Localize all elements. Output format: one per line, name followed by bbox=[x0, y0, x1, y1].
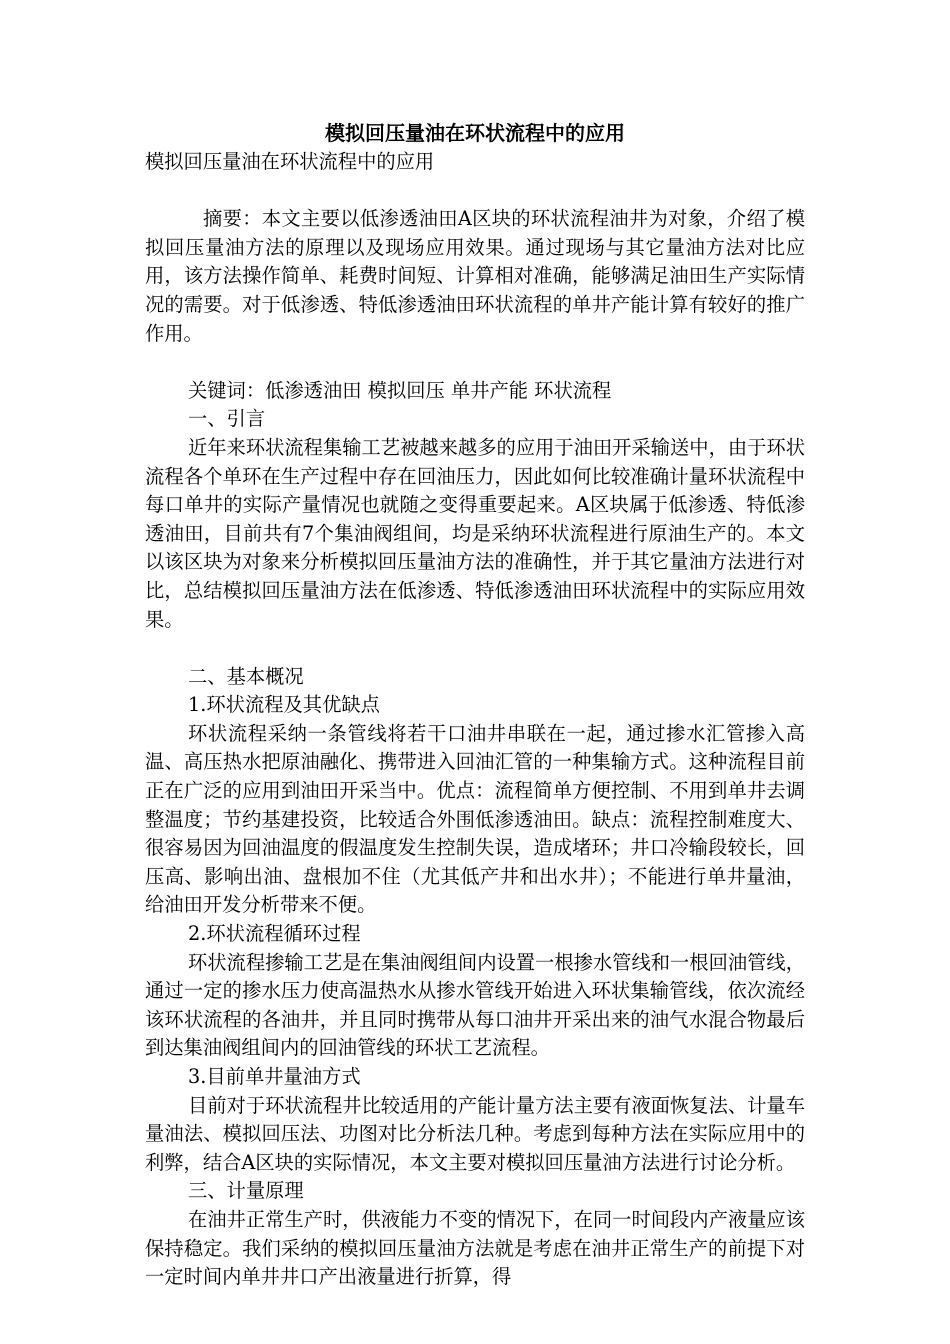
section-heading-introduction: 一、引言 bbox=[188, 407, 266, 431]
keywords-line: 关键词：低渗透油田 模拟回压 单井产能 环状流程 bbox=[188, 378, 612, 402]
document-title: 模拟回压量油在环状流程中的应用 bbox=[325, 121, 625, 145]
metering-methods-paragraph: 目前对于环状流程井比较适用的产能计量方法主要有液面恢复法、计量车量油法、模拟回压法、功图对比分析法几种。考虑到每种方法在实际应用中的利弊，结合A区块的实际情况，本文主要对模拟回压量油方法进行讨论分析。 bbox=[145, 1093, 805, 1174]
blank-line bbox=[145, 348, 805, 377]
subsection-heading-ring-process: 1.环状流程及其优缺点 bbox=[188, 693, 380, 717]
section-heading-principle: 三、计量原理 bbox=[188, 1179, 304, 1203]
blank-line bbox=[145, 634, 805, 663]
subsection-heading-circulation: 2.环状流程循环过程 bbox=[188, 922, 361, 946]
abstract-paragraph: 摘要：本文主要以低渗透油田A区块的环状流程油井为对象，介绍了模拟回压量油方法的原理以及现场应用效果。通过现场与其它量油方法对比应用，该方法操作简单、耗费时间短、计算相对准确，能够满足油田生产实际情况的需要。对于低渗透、特低渗透油田环状流程的单井产能计算有较好的推广作用。 bbox=[145, 207, 805, 345]
circulation-paragraph: 环状流程掺输工艺是在集油阀组间内设置一根掺水管线和一根回油管线，通过一定的掺水压力使高温热水从掺水管线开始进入环状集输管线，依次流经该环状流程的各油井，并且同时携带从每口油井开采出来的油气水混合物最后到达集油阀组间内的回油管线的环状工艺流程。 bbox=[145, 950, 805, 1060]
ring-process-paragraph: 环状流程采纳一条管线将若干口油井串联在一起，通过掺水汇管掺入高温、高压热水把原油融化、携带进入回油汇管的一种集输方式。这种流程目前正在广泛的应用到油田开采当中。优点：流程简单方便控制、不用到单井去调整温度；节约基建投资，比较适合外围低渗透油田。缺点：流程控制难度大、很容易因为回油温度的假温度发生控制失误，造成堵环；井口冷输段较长，回压高、影响出油、盘根加不住（尤其低产井和出水井）；不能进行单井量油，给油田开发分析带来不便。 bbox=[145, 721, 805, 917]
subsection-heading-metering-methods: 3.目前单井量油方式 bbox=[188, 1065, 361, 1088]
blank-line bbox=[145, 177, 805, 206]
document-subtitle: 模拟回压量油在环状流程中的应用 bbox=[145, 150, 435, 173]
introduction-paragraph: 近年来环状流程集输工艺被越来越多的应用于油田开采输送中，由于环状流程各个单环在生产过程中存在回油压力，因此如何比较准确计量环状流程中每口单井的实际产量情况也就随之变得重要起来。A区块属于低渗透、特低渗透油田，目前共有7个集油阀组间，均是采纳环状流程进行原油生产的。本文以该区块为对象来分析模拟回压量油方法的准确性，并于其它量油方法进行对比，总结模拟回压量油方法在低渗透、特低渗透油田环状流程中的实际应用效果。 bbox=[145, 435, 805, 631]
principle-paragraph: 在油井正常生产时，供液能力不变的情况下，在同一时间段内产液量应该保持稳定。我们采纳的模拟回压量油方法就是考虑在油井正常生产的前提下对一定时间内单井井口产出液量进行折算，得 bbox=[145, 1207, 805, 1289]
section-heading-overview: 二、基本概况 bbox=[188, 664, 304, 688]
document-page bbox=[145, 118, 805, 1292]
